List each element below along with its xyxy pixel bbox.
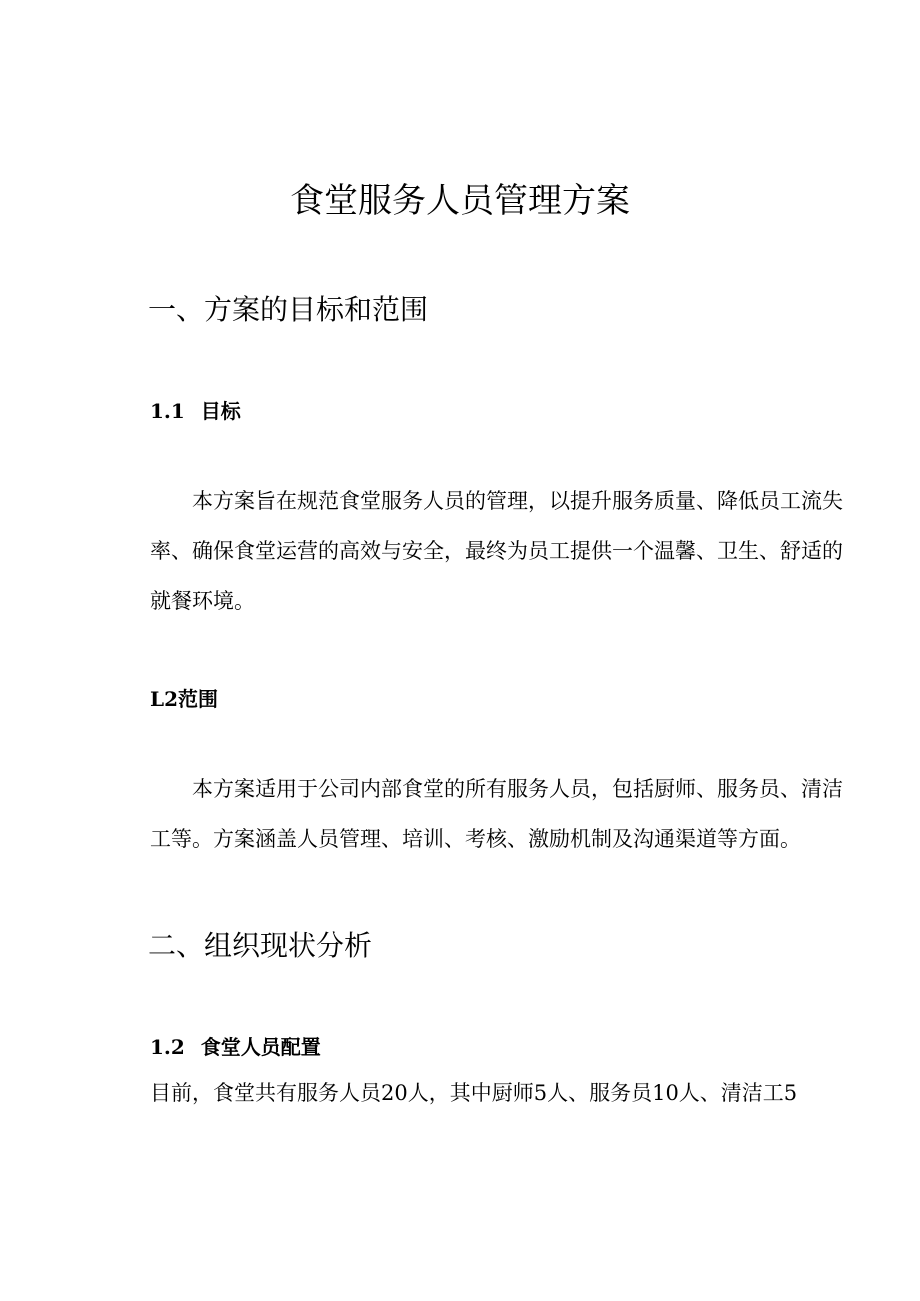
document-title: 食堂服务人员管理方案 (290, 181, 630, 221)
paragraph-line-text: 本方案旨在规范食堂服务人员的管理，以提升服务质量、降低员工流失 (192, 489, 843, 513)
subsection-number: 1.2 (150, 1035, 185, 1059)
paragraph-line-text: 本方案适用于公司内部食堂的所有服务人员，包括厨师、服务员、清洁 (192, 777, 843, 801)
section-heading-status-analysis: 二、组织现状分析 (148, 929, 373, 962)
paragraph-line: 就餐环境。 (150, 589, 255, 613)
paragraph-scope (150, 764, 843, 864)
subsection-label: 范围 (177, 687, 218, 711)
paragraph-line (150, 764, 843, 814)
subsection-number: L2 (150, 687, 178, 711)
subsection-heading-goal (150, 396, 241, 426)
section-heading-goals-scope: 一、方案的目标和范围 (148, 293, 429, 326)
subsection-label: 食堂人员配置 (200, 1035, 321, 1059)
paragraph-line: 率、确保食堂运营的高效与安全，最终为员工提供一个温馨、卫生、舒适的 (150, 539, 843, 563)
subsection-number: 1.1 (150, 399, 185, 423)
paragraph-line: 目前，食堂共有服务人员20人，其中厨师5人、服务员10人、清洁工5 (150, 1081, 798, 1105)
paragraph-goal (150, 476, 843, 626)
paragraph-line (150, 476, 843, 526)
subsection-heading-scope (150, 684, 218, 714)
paragraph-staffing (150, 1068, 822, 1118)
subsection-heading-staffing (150, 1032, 321, 1062)
subsection-label: 目标 (200, 399, 241, 423)
paragraph-line: 工等。方案涵盖人员管理、培训、考核、激励机制及沟通渠道等方面。 (150, 827, 801, 851)
